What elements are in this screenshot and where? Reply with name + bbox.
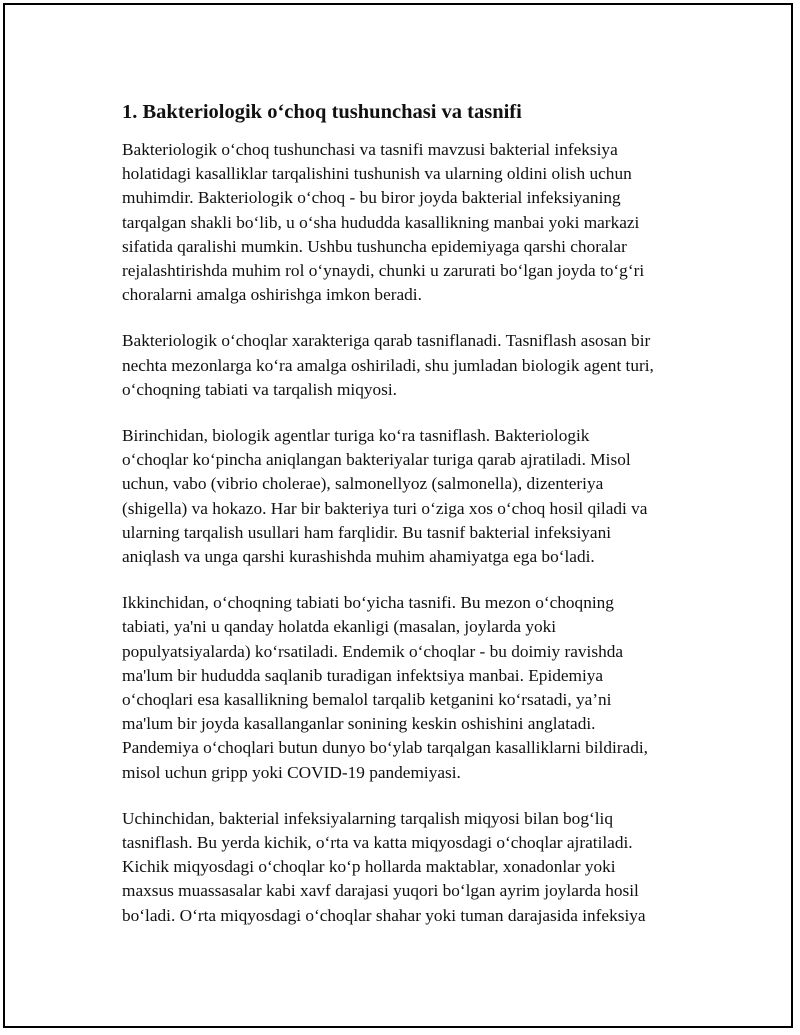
text-line: ma'lum bir joyda kasallanganlar sonining keskin oshishini anglatadi. [122, 714, 596, 734]
text-line: rejalashtirishda muhim rol oʻynaydi, chunki u zarurati boʻlgan joyda toʻgʻri [122, 261, 645, 281]
text-line: nechta mezonlarga koʻra amalga oshiriladi, shu jumladan biologik agent turi, [122, 355, 654, 375]
text-line: muhimdir. Bakteriologik oʻchoq - bu biror joyda bakterial infeksiyaning [122, 188, 621, 208]
text-line: uchun, vabo (vibrio cholerae), salmonellyoz (salmonella), dizenteriya [122, 474, 604, 494]
text-line: tasniflash. Bu yerda kichik, oʻrta va katta miqyosdagi oʻchoqlar ajratiladi. [122, 833, 633, 853]
text-line: (shigella) va hokazo. Har bir bakteriya turi oʻziga xos oʻchoq hosil qiladi va [122, 498, 648, 518]
text-line: ma'lum bir hududda saqlanib turadigan infektsiya manbai. Epidemiya [122, 665, 604, 685]
paragraphs-container [122, 138, 697, 928]
text-line: maxsus muassasalar kabi xavf darajasi yuqori boʻlgan ayrim joylarda hosil [122, 881, 639, 901]
text-line: aniqlash va unga qarshi kurashishda muhim ahamiyatga ega boʻladi. [122, 547, 595, 567]
document-content [122, 98, 697, 950]
section-heading: 1. Bakteriologik oʻchoq tushunchasi va tasnifi [122, 101, 522, 123]
text-line: Bakteriologik oʻchoqlar xarakteriga qarab tasniflanadi. Tasniflash asosan bir [122, 331, 651, 351]
text-line: oʻchoqning tabiati va tarqalish miqyosi. [122, 379, 398, 399]
text-line: Ikkinchidan, oʻchoqning tabiati boʻyicha tasnifi. Bu mezon oʻchoqning [122, 593, 614, 613]
paragraph [122, 424, 697, 569]
text-line: populyatsiyalarda) koʻrsatiladi. Endemik oʻchoqlar - bu doimiy ravishda [122, 641, 624, 661]
text-line: ularning tarqalish usullari ham farqlidir. Bu tasnif bakterial infeksiyani [122, 522, 612, 542]
document-page [3, 3, 793, 1028]
paragraph [122, 591, 697, 785]
text-line: misol uchun gripp yoki COVID-19 pandemiyasi. [122, 762, 461, 782]
text-line: boʻladi. Oʻrta miqyosdagi oʻchoqlar shahar yoki tuman darajasida infeksiya [122, 905, 646, 925]
paragraph [122, 138, 697, 307]
text-line: tarqalgan shakli boʻlib, u oʻsha hududda kasallikning manbai yoki markazi [122, 212, 640, 232]
text-line: oʻchoqlari esa kasallikning bemalol tarqalib ketganini koʻrsatadi, ya’ni [122, 690, 612, 710]
text-line: choralarni amalga oshirishga imkon beradi. [122, 285, 422, 305]
text-line: Birinchidan, biologik agentlar turiga koʻra tasniflash. Bakteriologik [122, 426, 590, 446]
text-line: Bakteriologik oʻchoq tushunchasi va tasnifi mavzusi bakterial infeksiya [122, 140, 618, 159]
text-line: Pandemiya oʻchoqlari butun dunyo boʻylab tarqalgan kasalliklarni bildiradi, [122, 738, 648, 758]
paragraph [122, 329, 697, 402]
paragraph [122, 807, 697, 928]
text-line: holatidagi kasalliklar tarqalishini tushunish va ularning oldini olish uchun [122, 164, 632, 184]
text-line: tabiati, ya'ni u qanday holatda ekanligi (masalan, joylarda yoki [122, 617, 557, 637]
text-line: Uchinchidan, bakterial infeksiyalarning tarqalish miqyosi bilan bogʻliq [122, 808, 613, 828]
text-line: oʻchoqlar koʻpincha aniqlangan bakteriyalar turiga qarab ajratiladi. Misol [122, 450, 631, 470]
text-line: Kichik miqyosdagi oʻchoqlar koʻp hollarda maktablar, xonadonlar yoki [122, 857, 616, 877]
text-line: sifatida qaralishi mumkin. Ushbu tushuncha epidemiyaga qarshi choralar [122, 236, 627, 256]
